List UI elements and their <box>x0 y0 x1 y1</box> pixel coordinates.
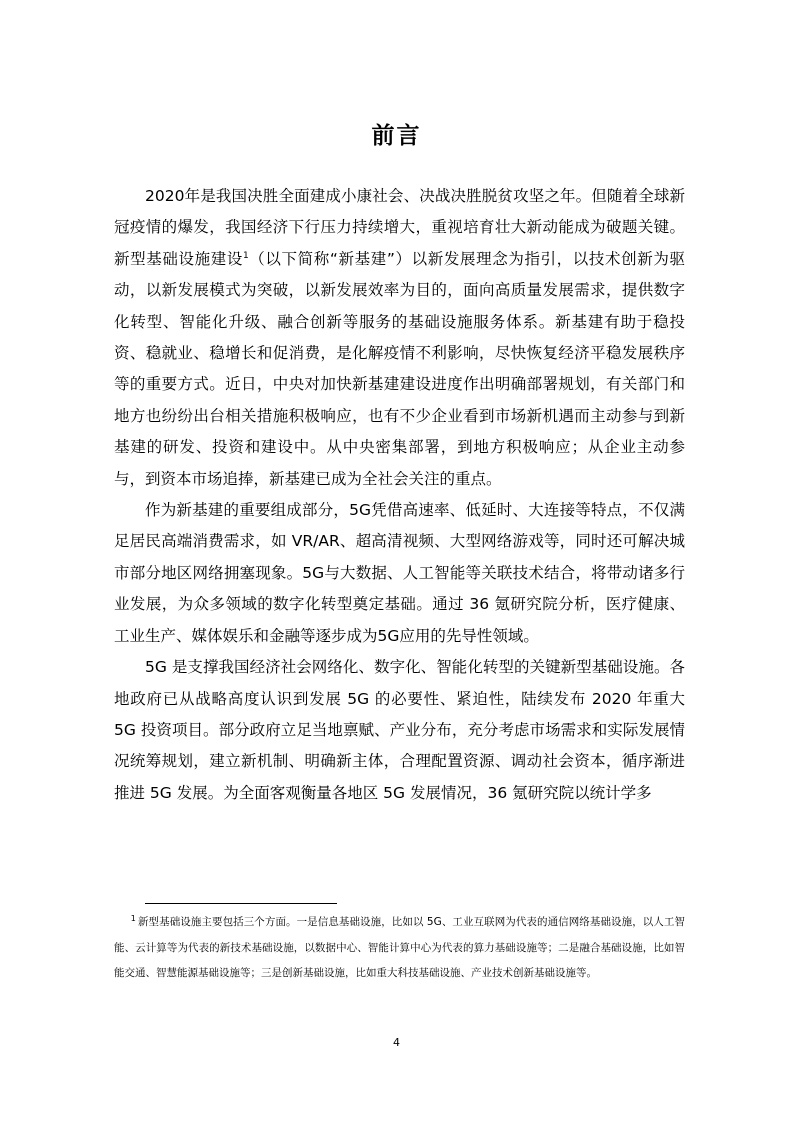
footnote-mark: 1 <box>130 913 136 923</box>
footnote <box>114 910 685 987</box>
footnote-separator <box>145 903 337 904</box>
paragraph-3: 5G 是支撑我国经济社会网络化、数字化、智能化转型的关键新型基础设施。各地政府已从战略高度认识到发展 5G 的必要性、紧迫性，陆续发布 2020 年重大 5G 投资项目。部分政府立足当地禀赋、产业分布，充分考虑市场需求和实际发展情况统筹规划，建立新机制、明确新主体，合理配置资源、调动社会资本，循序渐进推进 5G 发展。为全面客观衡量各地区 5G 发展情况，36 氪研究院以统计学多 <box>114 658 685 802</box>
paragraph-1-text-after: （以下简称“新基建”）以新发展理念为指引，以技术创新为驱动，以新发展模式为突破，以新发展效率为目的，面向高质量发展需求，提供数字化转型、智能化升级、融合创新等服务的基础设施服务体系。新基建有助于稳投资、稳就业、稳增长和促消费，是化解疫情不利影响，尽快恢复经济平稳发展秩序等的重要方式。近日，中央对加快新基建建设进度作出明确部署规划，有关部门和地方也纷纷出台相关措施积极响应，也有不少企业看到市场新机遇而主动参与到新基建的研发、投资和建设中。从中央密集部署，到地方积极响应；从企业主动参与，到资本市场追捧，新基建已成为全社会关注的重点。 <box>114 249 685 488</box>
paragraph-2: 作为新基建的重要组成部分，5G凭借高速率、低延时、大连接等特点，不仅满足居民高端消费需求，如 VR/AR、超高清视频、大型网络游戏等，同时还可解决城市部分地区网络拥塞现象。5G与大数据、人工智能等关联技术结合，将带动诸多行业发展，为众多领域的数字化转型奠定基础。通过 36 氪研究院分析，医疗健康、工业生产、媒体娱乐和金融等逐步成为5G应用的先导性领域。 <box>114 501 685 645</box>
body-text <box>114 181 685 809</box>
page-title: 前言 <box>371 123 422 149</box>
footnote-reference[interactable]: 1 <box>242 250 249 261</box>
page-number: 4 <box>393 1036 400 1049</box>
paragraph-1 <box>114 181 685 495</box>
paragraph-1-text-before: 2020年是我国决胜全面建成小康社会、决战决胜脱贫攻坚之年。但随着全球新冠疫情的爆发，我国经济下行压力持续增大，重视培育壮大新动能成为破题关键。新型基础设施建设 <box>114 187 685 268</box>
footnote-text: 新型基础设施主要包括三个方面。一是信息基础设施，比如以 5G、工业互联网为代表的通信网络基础设施，以人工智能、云计算等为代表的新技术基础设施，以数据中心、智能计算中心为代表的算力基础设施等；二是融合基础设施，比如智能交通、智慧能源基础设施等；三是创新基础设施，比如重大科技基础设施、产业技术创新基础设施等。 <box>114 916 685 979</box>
